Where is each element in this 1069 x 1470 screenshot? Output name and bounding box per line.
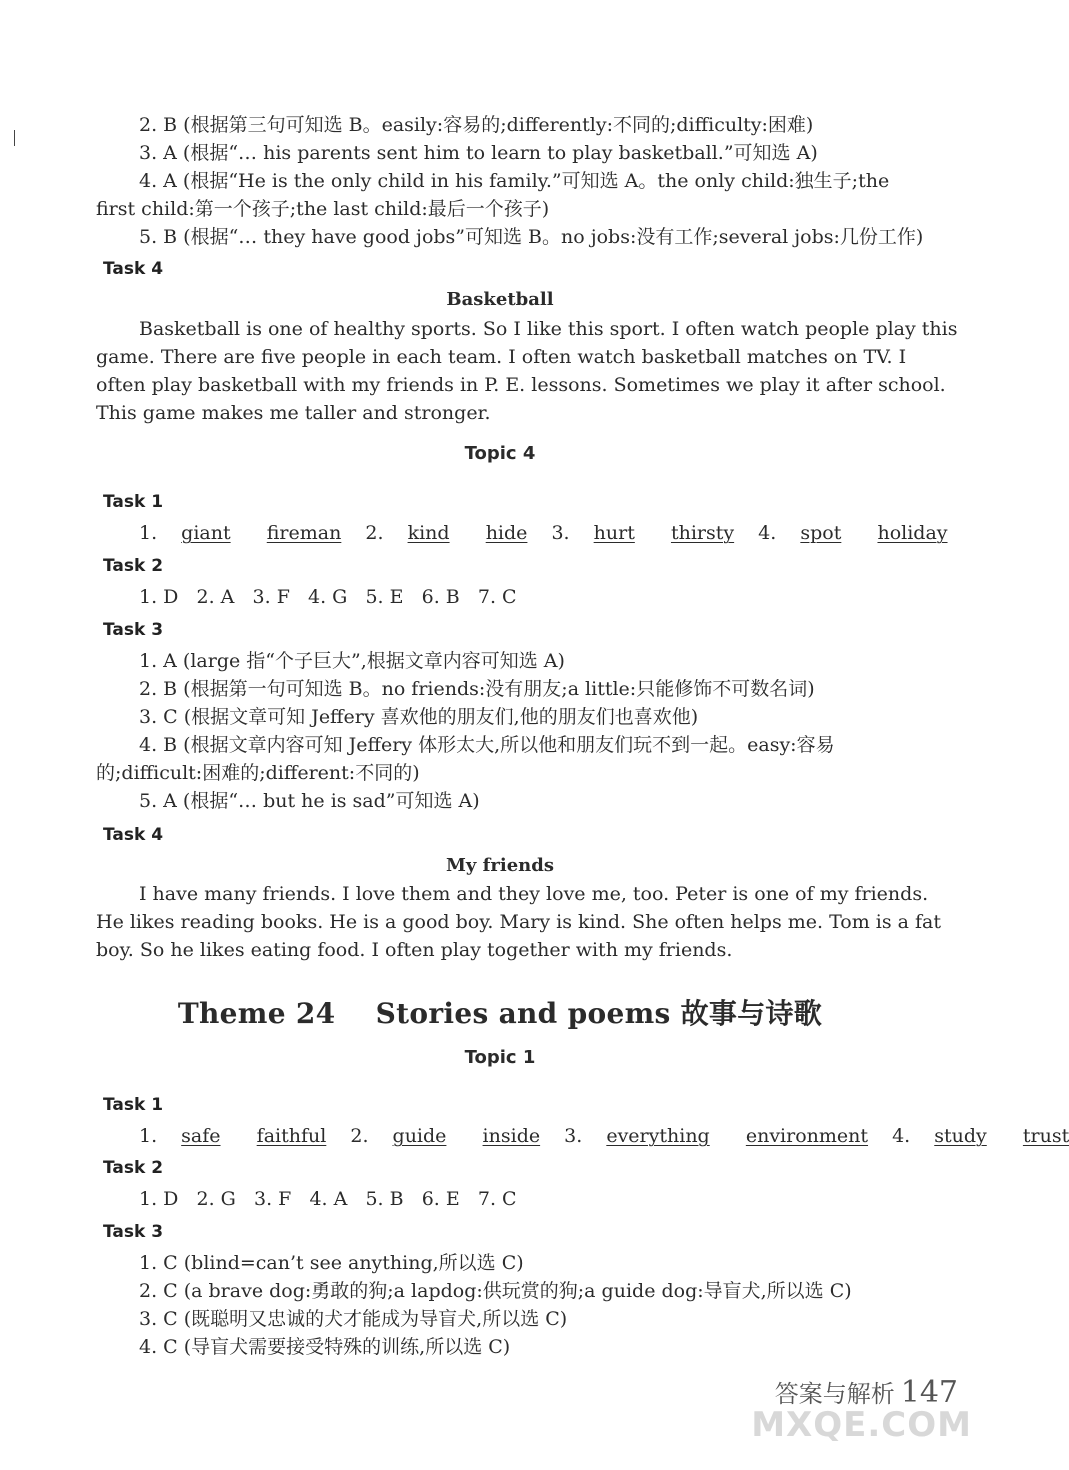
vocab-pair: 3. hurt thirsty <box>551 522 735 544</box>
watermark: MXQE.COM <box>751 1405 972 1445</box>
binding-mark <box>0 130 15 146</box>
answer-line: 2. C (a brave dog:勇敢的狗;a lapdog:供玩赏的狗;a guide dog:导盲犬,所以选 C) <box>139 1280 852 1302</box>
vocab-pair: 4. study trust <box>892 1125 1069 1147</box>
task-label: Task 1 <box>103 492 164 512</box>
essay-line: game. There are five people in each team. I often watch basketball matches on TV. I <box>96 346 907 368</box>
vocab-pair: 4. spot holiday <box>758 522 948 544</box>
answer-line: 的;difficult:困难的;different:不同的) <box>96 762 420 784</box>
vocab-pair: 3. everything environment <box>564 1125 869 1147</box>
vocab-answers <box>139 1122 1069 1150</box>
task-label: Task 2 <box>103 556 164 576</box>
task-label: Task 3 <box>103 620 164 640</box>
answer-line: 5. B (根据“… they have good jobs”可知选 B。no jobs:没有工作;several jobs:几份工作) <box>139 226 924 248</box>
task-label: Task 4 <box>103 259 164 279</box>
task-label: Task 3 <box>103 1222 164 1242</box>
vocab-answers <box>139 519 948 547</box>
essay-line: Basketball is one of healthy sports. So I like this sport. I often watch people play this <box>139 318 958 340</box>
matching-answers: 1. D 2. A 3. F 4. G 5. E 6. B 7. C <box>139 586 517 608</box>
essay-title: Basketball <box>446 289 554 310</box>
essay-line: boy. So he likes eating food. I often play together with my friends. <box>96 939 733 961</box>
vocab-pair: 2. guide inside <box>350 1125 541 1147</box>
answer-line: 5. A (根据“… but he is sad”可知选 A) <box>139 790 480 812</box>
matching-answers: 1. D 2. G 3. F 4. A 5. B 6. E 7. C <box>139 1188 517 1210</box>
page-number: 147 <box>900 1375 958 1410</box>
task-label: Task 4 <box>103 825 164 845</box>
answer-line: 4. A (根据“He is the only child in his family.”可知选 A。the only child:独生子;the <box>139 170 890 192</box>
essay-line: often play basketball with my friends in P. E. lessons. Sometimes we play it after school. <box>96 374 946 396</box>
answer-line: 3. A (根据“… his parents sent him to learn to play basketball.”可知选 A) <box>139 142 818 164</box>
topic-heading: Topic 4 <box>464 443 536 464</box>
vocab-pair: 1. safe faithful <box>139 1125 327 1147</box>
essay-title: My friends <box>446 855 554 876</box>
essay-line: He likes reading books. He is a good boy. Mary is kind. She often helps me. Tom is a fat <box>96 911 941 933</box>
theme-heading: Theme 24 Stories and poems 故事与诗歌 <box>177 997 823 1030</box>
answer-line: 1. C (blind=can’t see anything,所以选 C) <box>139 1252 524 1274</box>
answer-line: 2. B (根据第一句可知选 B。no friends:没有朋友;a little:只能修饰不可数名词) <box>139 678 815 700</box>
task-label: Task 1 <box>103 1095 164 1115</box>
topic-heading: Topic 1 <box>464 1047 536 1068</box>
essay-line: I have many friends. I love them and they love me, too. Peter is one of my friends. <box>139 883 929 905</box>
answer-line: 4. C (导盲犬需要接受特殊的训练,所以选 C) <box>139 1336 511 1358</box>
answer-line: 2. B (根据第三句可知选 B。easily:容易的;differently:不同的;difficulty:困难) <box>139 114 814 136</box>
answer-line: first child:第一个孩子;the last child:最后一个孩子) <box>96 198 550 220</box>
answer-line: 1. A (large 指“个子巨大”,根据文章内容可知选 A) <box>139 650 565 672</box>
vocab-pair: 1. giant fireman <box>139 522 342 544</box>
vocab-pair: 2. kind hide <box>365 522 528 544</box>
answer-line: 4. B (根据文章内容可知 Jeffery 体形太大,所以他和朋友们玩不到一起。easy:容易 <box>139 734 835 756</box>
footer-label: 答案与解析 <box>774 1380 895 1408</box>
essay-line: This game makes me taller and stronger. <box>96 402 491 424</box>
task-label: Task 2 <box>103 1158 164 1178</box>
answer-line: 3. C (根据文章可知 Jeffery 喜欢他的朋友们,他的朋友们也喜欢他) <box>139 706 699 728</box>
answer-line: 3. C (既聪明又忠诚的犬才能成为导盲犬,所以选 C) <box>139 1308 568 1330</box>
